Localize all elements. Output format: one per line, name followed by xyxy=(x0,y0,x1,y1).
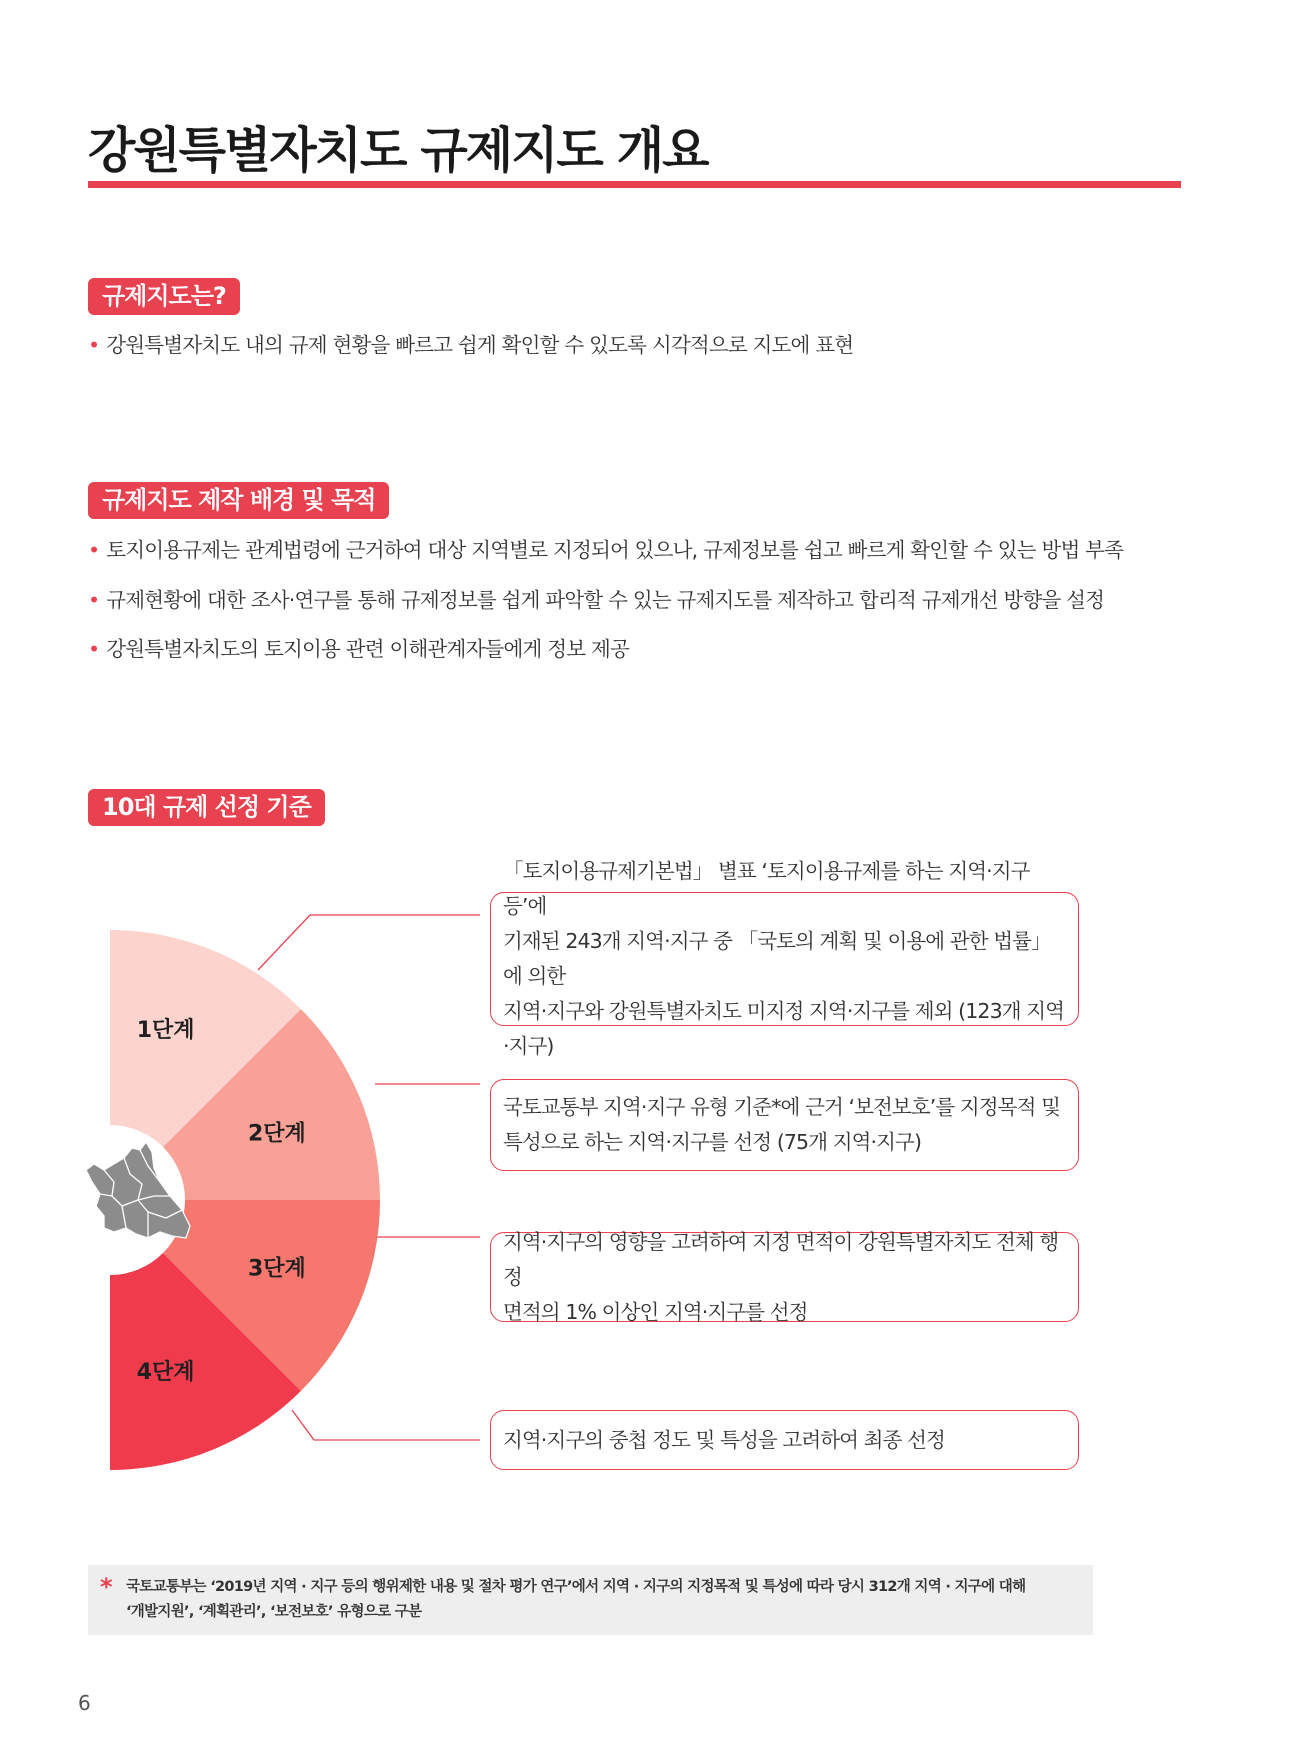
stage-3-label: 3단계 xyxy=(247,1256,306,1282)
bullet-text: 강원특별자치도 내의 규제 현황을 빠르고 쉽게 확인할 수 있도록 시각적으로 지도에 표현 xyxy=(106,333,854,357)
bullet-dot: • xyxy=(88,637,100,661)
stage-4-label: 4단계 xyxy=(136,1360,195,1386)
footnote-asterisk: * xyxy=(100,1573,113,1601)
stage-2-line: 국토교통부 지역·지구 유형 기준*에 근거 ‘보전보호’를 지정목적 및 xyxy=(503,1095,1060,1119)
page-title: 강원특별자치도 규제지도 개요 xyxy=(88,122,708,179)
bullet-dot: • xyxy=(88,538,100,562)
stage-2-label: 2단계 xyxy=(247,1121,306,1147)
stage-1-line: 「토지이용규제기본법」 별표 ‘토지이용규제를 하는 지역·지구 등’에 xyxy=(503,859,1030,918)
stage-1-label: 1단계 xyxy=(136,1017,195,1043)
stage-4-line: 지역·지구의 중첩 정도 및 특성을 고려하여 최종 선정 xyxy=(503,1427,945,1452)
stage-wheel-diagram xyxy=(0,840,480,1480)
footnote-box xyxy=(88,1565,1093,1635)
bullet-dot: • xyxy=(88,588,100,612)
footnote-line: 국토교통부는 ‘2019년 지역 · 지구 등의 행위제한 내용 및 절차 평가 연구’에서 지역 · 지구의 지정목적 및 특성에 따라 당시 312개 지역 · 지구에 대해 xyxy=(126,1579,1026,1595)
stage-1-line: 기재된 243개 지역·지구 중 「국토의 계획 및 이용에 관한 법률」에 의한 xyxy=(503,929,1051,988)
purpose-bullet xyxy=(88,632,629,662)
stage-2-description xyxy=(490,1079,1079,1171)
bullet-text: 강원특별자치도의 토지이용 관련 이해관계자들에게 정보 제공 xyxy=(106,637,629,661)
definition-bullet xyxy=(88,328,853,358)
bullet-text: 규제현황에 대한 조사·연구를 통해 규제정보를 쉽게 파악할 수 있는 규제지도를 제작하고 합리적 규제개선 방향을 설정 xyxy=(106,588,1105,612)
section-heading-criteria: 10대 규제 선정 기준 xyxy=(88,789,325,826)
bullet-dot: • xyxy=(88,333,100,357)
section-heading-definition: 규제지도는? xyxy=(88,278,240,315)
stage-1-description xyxy=(490,859,1079,1058)
page-number: 6 xyxy=(78,1691,91,1715)
stage-1-connector xyxy=(258,915,480,970)
stage-3-line: 지역·지구의 영향을 고려하여 지정 면적이 강원특별자치도 전체 행정 xyxy=(503,1229,1059,1289)
stage-3-description xyxy=(490,1229,1079,1324)
purpose-bullet xyxy=(88,583,1104,613)
stage-1-line: 지역·지구와 강원특별자치도 미지정 지역·지구를 제외 (123개 지역·지구) xyxy=(503,999,1065,1058)
footnote-line: ‘개발지원’, ‘계획관리’, ‘보전보호’ 유형으로 구분 xyxy=(126,1604,422,1620)
stage-2-line: 특성으로 하는 지역·지구를 선정 (75개 지역·지구) xyxy=(503,1130,922,1154)
title-underline xyxy=(88,181,1181,188)
bullet-text: 토지이용규제는 관계법령에 근거하여 대상 지역별로 지정되어 있으나, 규제정보를 쉽고 빠르게 확인할 수 있는 방법 부족 xyxy=(106,538,1124,562)
stage-4-description xyxy=(490,1410,1079,1470)
stage-3-line: 면적의 1% 이상인 지역·지구를 선정 xyxy=(503,1299,808,1324)
purpose-bullet xyxy=(88,533,1123,563)
section-heading-purpose: 규제지도 제작 배경 및 목적 xyxy=(88,482,389,519)
stage-4-connector xyxy=(292,1410,480,1440)
